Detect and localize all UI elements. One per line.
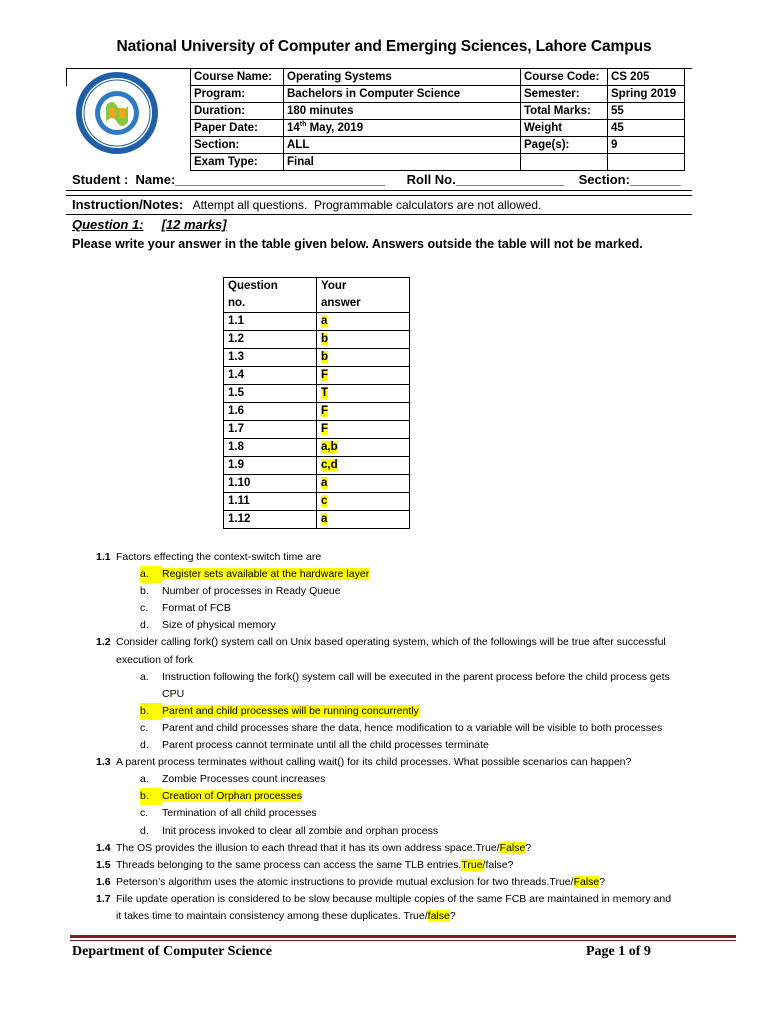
answer-cell: c [317, 493, 410, 511]
university-logo [74, 70, 160, 156]
question-1-1: 1.1 Factors effecting the context-switch time are [96, 551, 322, 563]
instructions-label: Instruction/Notes: [72, 197, 184, 212]
table-row [224, 439, 410, 457]
exam-type-value: Final [284, 154, 521, 171]
duration-value: 180 minutes [284, 103, 521, 120]
option: d. Init process invoked to clear all zombie and orphan process [140, 824, 439, 837]
question-number-cell: 1.8 [224, 439, 317, 457]
section-value: ALL [284, 137, 521, 154]
pages-label: Page(s): [521, 137, 608, 154]
question-1-2: 1.2 Consider calling fork() system call on Unix based operating system, which of the followings will be true after successful [96, 636, 666, 649]
table-row [224, 421, 410, 439]
pages-value: 9 [608, 137, 685, 154]
table-row [224, 475, 410, 493]
weight-value: 45 [608, 120, 685, 137]
question-1-3: 1.3 A parent process terminates without calling wait() for its child processes. What possible scenarios can happen? [96, 756, 632, 769]
question-number-cell: 1.6 [224, 403, 317, 421]
exam-type-label: Exam Type: [191, 154, 284, 171]
divider [66, 195, 692, 196]
question-1-marks: [12 marks] [161, 217, 227, 232]
answer-cell: a [317, 313, 410, 331]
answer-cell: b [317, 331, 410, 349]
total-marks-value: 55 [608, 103, 685, 120]
table-row [224, 367, 410, 385]
answer-cell: T [317, 385, 410, 403]
footer-department: Department of Computer Science [72, 944, 272, 959]
option: b. Number of processes in Ready Queue [140, 585, 341, 598]
option: b. Creation of Orphan processes [96, 788, 736, 805]
paper-date-label: Paper Date: [191, 120, 284, 137]
question-number-cell: 1.10 [224, 475, 317, 493]
table-row [224, 313, 410, 331]
course-code-label: Course Code: [521, 69, 608, 86]
question-number-cell: 1.11 [224, 493, 317, 511]
course-name-value: Operating Systems [284, 69, 521, 86]
option: b. Parent and child processes will be running concurrently [96, 703, 736, 720]
option-cont: CPU [162, 687, 185, 700]
option: c. Parent and child processes share the data, hence modification to a variable will be visible to both processes [140, 721, 663, 734]
question-number-cell: 1.2 [224, 331, 317, 349]
question-1-7-cont: it takes time to maintain consistency among these duplicates. True/false? [116, 909, 456, 922]
answer-table-header-answer: Your answer [317, 278, 410, 313]
page-title: National University of Computer and Emerging Sciences, Lahore Campus [116, 38, 652, 55]
answer-table-header-question: Question no. [224, 278, 317, 313]
answer-cell: c,d [317, 457, 410, 475]
table-row [224, 331, 410, 349]
total-marks-label: Total Marks: [521, 103, 608, 120]
question-number-cell: 1.5 [224, 385, 317, 403]
question-1-6: 1.6 Peterson’s algorithm uses the atomic instructions to provide mutual exclusion for two threads.True/False? [96, 875, 606, 888]
divider [66, 190, 692, 191]
question-number-cell: 1.4 [224, 367, 317, 385]
footer-rule-thin [70, 940, 736, 941]
program-value: Bachelors in Computer Science [284, 86, 521, 103]
table-row [224, 511, 410, 529]
weight-label: Weight [521, 120, 608, 137]
section-label: Section: [191, 137, 284, 154]
answer-cell: F [317, 403, 410, 421]
option: a. Zombie Processes count increases [140, 773, 326, 786]
question-number-cell: 1.7 [224, 421, 317, 439]
footer-page-number: Page 1 of 9 [586, 944, 651, 959]
option: a. Register sets available at the hardware layer [96, 566, 736, 583]
student-details-line: Student : Name:_____________________________ Roll No._______________ Section:_______ [72, 172, 681, 187]
question-1-7: 1.7 File update operation is considered to be slow because multiple copies of the same FCB are maintained in memory and [96, 892, 672, 905]
course-name-label: Course Name: [191, 69, 284, 86]
question-1-heading [72, 217, 227, 232]
answer-table [223, 277, 410, 529]
table-row [224, 349, 410, 367]
questions-section [96, 549, 736, 925]
answer-cell: a [317, 475, 410, 493]
empty-cell [521, 154, 608, 171]
option: a. Instruction following the fork() system call will be executed in the parent process before the child process gets [140, 670, 670, 683]
table-row [224, 493, 410, 511]
question-1-4: 1.4 The OS provides the illusion to each thread that it has its own address space.True/False? [96, 841, 532, 854]
answer-cell: a,b [317, 439, 410, 457]
instructions-text: Attempt all questions. Programmable calculators are not allowed. [183, 198, 542, 212]
footer-rule [70, 935, 736, 938]
question-number-cell: 1.12 [224, 511, 317, 529]
option: d. Size of physical memory [140, 619, 276, 632]
question-1-label: Question 1: [72, 217, 144, 232]
question-1-2-cont: execution of fork [116, 653, 194, 666]
paper-date-value: 14th May, 2019 [284, 120, 521, 137]
course-code-value: CS 205 [608, 69, 685, 86]
answer-cell: b [317, 349, 410, 367]
answer-instructions: Please write your answer in the table given below. Answers outside the table will not be marked. [72, 237, 643, 251]
semester-label: Semester: [521, 86, 608, 103]
program-label: Program: [191, 86, 284, 103]
question-number-cell: 1.3 [224, 349, 317, 367]
option: d. Parent process cannot terminate until all the child processes terminate [140, 739, 489, 752]
table-row [224, 403, 410, 421]
answer-cell: F [317, 367, 410, 385]
instructions [72, 197, 541, 212]
option: c. Format of FCB [140, 602, 231, 615]
option: c. Termination of all child processes [140, 807, 317, 820]
table-row [224, 457, 410, 475]
answer-cell: F [317, 421, 410, 439]
empty-cell [608, 154, 685, 171]
question-number-cell: 1.1 [224, 313, 317, 331]
table-row [224, 385, 410, 403]
divider [66, 214, 692, 215]
duration-label: Duration: [191, 103, 284, 120]
semester-value: Spring 2019 [608, 86, 685, 103]
question-number-cell: 1.9 [224, 457, 317, 475]
header-bracket [66, 68, 67, 86]
answer-cell: a [317, 511, 410, 529]
course-info-table [190, 68, 685, 171]
question-1-5: 1.5 Threads belonging to the same process can access the same TLB entries.True/false? [96, 858, 514, 871]
